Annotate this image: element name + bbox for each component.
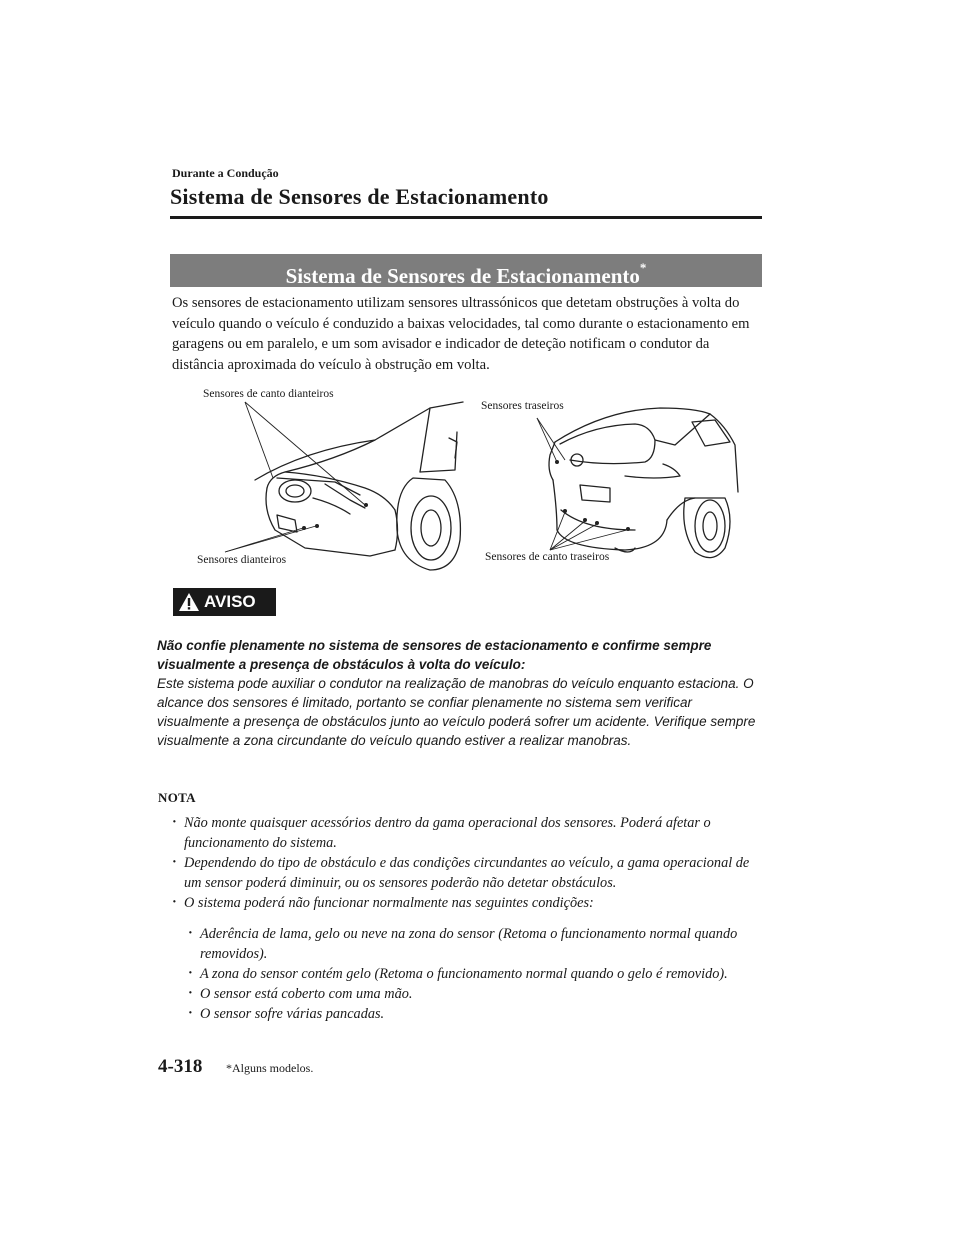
warning-triangle-icon [178,592,200,612]
topic-banner [170,254,762,287]
note-sub-item: · Aderência de lama, gelo ou neve na zona do sensor (Retoma o funcionamento normal quando removidos). [186,924,770,964]
warning-text [157,636,767,750]
label-front-sensors: Sensores dianteiros [197,554,287,566]
intro-paragraph: Os sensores de estacionamento utilizam sensores ultrassónicos que detetam obstruções à volta do veículo quando o veículo é conduzido a baixas velocidades, tal como durante o estacionamento em garagens ou em paralelo, e um som avisador e indicador de deteção notificam o condutor da distância aproximada do veículo à obstrução em volta. [172,295,750,373]
page-number: 4-318 [158,1056,203,1077]
warning-body: Este sistema pode auxiliar o condutor na realização de manobras do veículo enquanto estaciona. O alcance dos sensores é limitado, portanto se confiar plenamente no sistema sem verificar visualmente a presença de obstáculos junto ao veículo poderá sofrer um acidente. Verifique sempre visualmente a zona circundante do veículo quando estiver a realizar manobras. [157,676,756,748]
banner-title: Sistema de Sensores de Estacionamento [285,264,640,288]
label-rear-sensors: Sensores traseiros [481,400,564,412]
label-rear-corner-sensors: Sensores de canto traseiros [485,551,610,563]
chapter-heading: Durante a Condução [172,166,279,180]
warning-heading: Não confie plenamente no sistema de sensores de estacionamento e confirme sempre visualmente a presença de obstáculos à volta do veículo: [157,638,712,672]
some-models-marker: * [639,260,647,275]
note-list [170,813,770,1024]
note-item: · Não monte quaisquer acessórios dentro da gama operacional dos sensores. Poderá afetar o funcionamento do sistema. [170,813,770,853]
car-illustration [185,380,755,580]
footnote: *Alguns modelos. [226,1061,314,1075]
warning-badge [173,588,276,616]
note-label: NOTA [158,790,196,805]
note-item: · O sistema poderá não funcionar normalmente nas seguintes condições: [170,893,770,913]
note-item: · Dependendo do tipo de obstáculo e das condições circundantes ao veículo, a gama operacional de um sensor poderá diminuir, ou os sensores poderão não detetar obstáculos. [170,853,770,893]
warning-badge-label: AVISO [204,592,256,611]
note-sub-item: · O sensor está coberto com uma mão. [186,984,770,1004]
section-title: Sistema de Sensores de Estacionamento [170,184,549,209]
title-rule [170,216,762,219]
sensor-location-figure [185,380,755,580]
note-sub-item: · O sensor sofre várias pancadas. [186,1004,770,1024]
note-sub-item: · A zona do sensor contém gelo (Retoma o funcionamento normal quando o gelo é removido). [186,964,770,984]
label-front-corner-sensors: Sensores de canto dianteiros [203,388,334,400]
